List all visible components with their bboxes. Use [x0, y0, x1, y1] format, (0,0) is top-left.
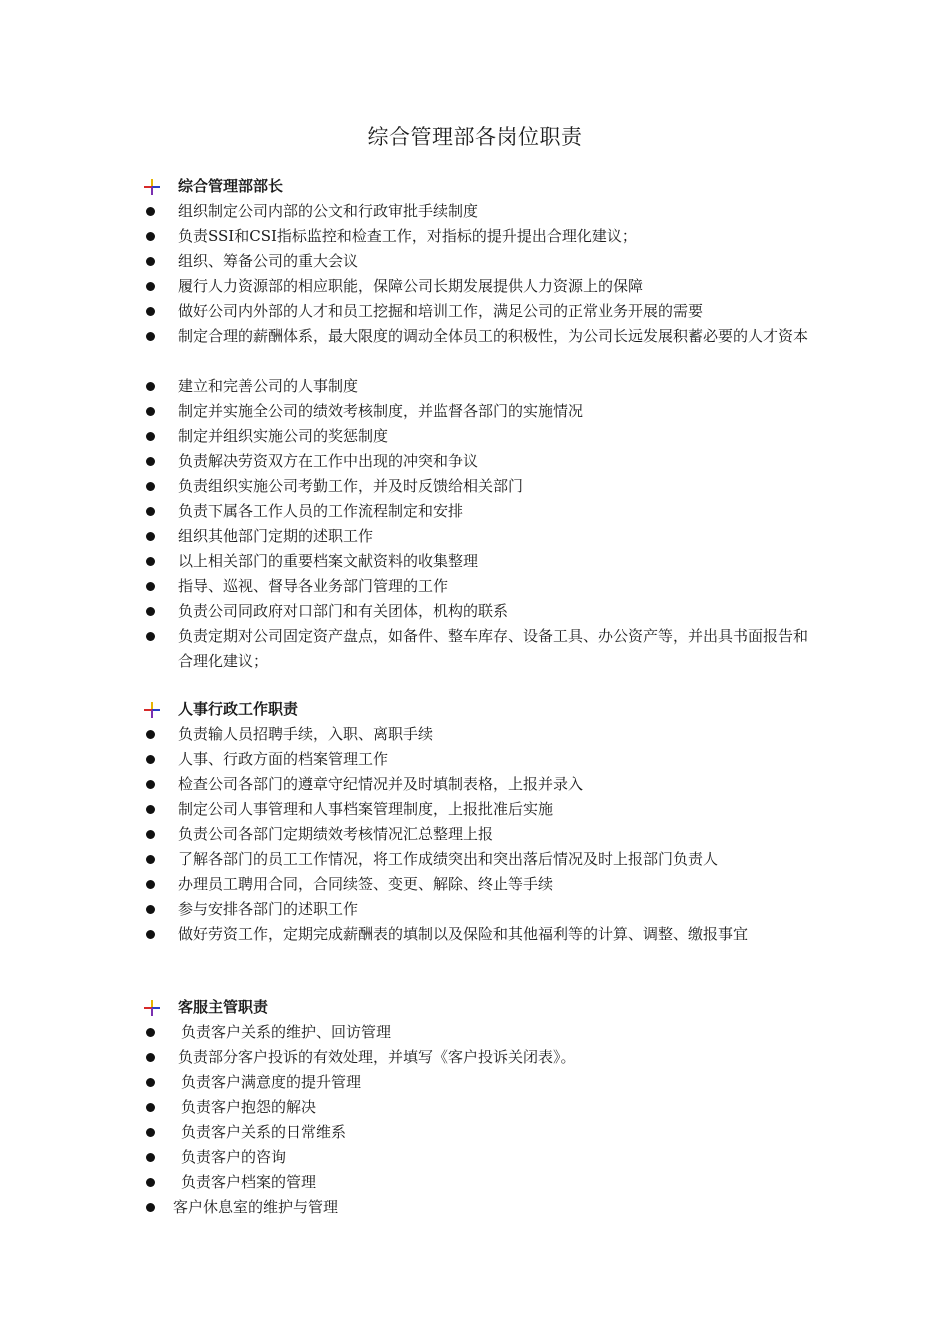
bullet-icon [146, 557, 155, 566]
bullet-icon [146, 855, 155, 864]
bullet-icon [146, 755, 155, 764]
section-department-head [0, 174, 950, 674]
bullet-icon [146, 632, 155, 641]
list-item: 办理员工聘用合同，合同续签、变更、解除、终止等手续 [0, 872, 950, 897]
bullet-icon [146, 232, 155, 241]
section-customer-service-supervisor [0, 995, 950, 1220]
list-item: 负责组织实施公司考勤工作，并及时反馈给相关部门 [0, 474, 950, 499]
bullet-icon [146, 307, 155, 316]
list-item: 负责解决劳资双方在工作中出现的冲突和争议 [0, 449, 950, 474]
list-item: 组织、筹备公司的重大会议 [0, 249, 950, 274]
list-item: 做好公司内外部的人才和员工挖掘和培训工作，满足公司的正常业务开展的需要 [0, 299, 950, 324]
list-item: 负责公司同政府对口部门和有关团体，机构的联系 [0, 599, 950, 624]
bullet-icon [146, 1053, 155, 1062]
bullet-icon [146, 432, 155, 441]
section-heading-text: 综合管理部部长 [178, 177, 284, 195]
list-item: 做好劳资工作，定期完成薪酬表的填制以及保险和其他福利等的计算、调整、缴报事宜 [0, 922, 950, 972]
list-item: 制定并组织实施公司的奖惩制度 [0, 424, 950, 449]
list-item: 组织制定公司内部的公文和行政审批手续制度 [0, 199, 950, 224]
bullet-icon [146, 1028, 155, 1037]
list-item: 负责客户关系的日常维系 [0, 1120, 950, 1145]
list-item: 制定公司人事管理和人事档案管理制度，上报批准后实施 [0, 797, 950, 822]
section-heading [0, 174, 950, 199]
list-item: 负责公司各部门定期绩效考核情况汇总整理上报 [0, 822, 950, 847]
bullet-icon [146, 1078, 155, 1087]
list-item: 负责客户档案的管理 [0, 1170, 950, 1195]
bullet-icon [146, 532, 155, 541]
four-point-marker-icon [144, 179, 160, 195]
section-hr-admin [0, 697, 950, 972]
bullet-icon [146, 382, 155, 391]
list-item: 负责客户关系的维护、回访管理 [0, 1020, 950, 1045]
list-item: 履行人力资源部的相应职能，保障公司长期发展提供人力资源上的保障 [0, 274, 950, 299]
list-item: 制定合理的薪酬体系，最大限度的调动全体员工的积极性，为公司长远发展积蓄必要的人才资本 [0, 324, 950, 374]
list-item: 负责定期对公司固定资产盘点，如备件、整车库存、设备工具、办公资产等，并出具书面报告和合理化建议； [0, 624, 950, 674]
list-item: 负责部分客户投诉的有效处理，并填写《客户投诉关闭表》。 [0, 1045, 950, 1070]
bullet-icon [146, 830, 155, 839]
four-point-marker-icon [144, 1000, 160, 1016]
bullet-icon [146, 905, 155, 914]
list-item: 指导、巡视、督导各业务部门管理的工作 [0, 574, 950, 599]
bullet-icon [146, 282, 155, 291]
bullet-icon [146, 457, 155, 466]
bullet-icon [146, 1153, 155, 1162]
page-title: 综合管理部各岗位职责 [367, 125, 583, 149]
bullet-icon [146, 1128, 155, 1137]
section-heading [0, 697, 950, 722]
list-item: 负责SSI和CSI指标监控和检查工作，对指标的提升提出合理化建议； [0, 224, 950, 249]
section-heading [0, 995, 950, 1020]
list-item: 客户休息室的维护与管理 [0, 1195, 950, 1220]
list-item: 建立和完善公司的人事制度 [0, 374, 950, 399]
bullet-icon [146, 930, 155, 939]
list-item: 组织其他部门定期的述职工作 [0, 524, 950, 549]
four-point-marker-icon [144, 702, 160, 718]
bullet-icon [146, 1203, 155, 1212]
list-item: 人事、行政方面的档案管理工作 [0, 747, 950, 772]
bullet-icon [146, 1103, 155, 1112]
bullet-icon [146, 482, 155, 491]
bullet-icon [146, 207, 155, 216]
list-item: 了解各部门的员工工作情况，将工作成绩突出和突出落后情况及时上报部门负责人 [0, 847, 950, 872]
bullet-icon [146, 730, 155, 739]
list-item: 负责输人员招聘手续，入职、离职手续 [0, 722, 950, 747]
bullet-icon [146, 780, 155, 789]
list-item: 负责客户满意度的提升管理 [0, 1070, 950, 1095]
bullet-icon [146, 1178, 155, 1187]
bullet-icon [146, 257, 155, 266]
section-heading-text: 客服主管职责 [178, 998, 269, 1016]
list-item: 负责客户抱怨的解决 [0, 1095, 950, 1120]
bullet-icon [146, 607, 155, 616]
bullet-icon [146, 407, 155, 416]
section-heading-text: 人事行政工作职责 [178, 700, 299, 718]
list-item: 参与安排各部门的述职工作 [0, 897, 950, 922]
list-item: 以上相关部门的重要档案文献资料的收集整理 [0, 549, 950, 574]
list-item: 制定并实施全公司的绩效考核制度，并监督各部门的实施情况 [0, 399, 950, 424]
list-item: 负责下属各工作人员的工作流程制定和安排 [0, 499, 950, 524]
bullet-icon [146, 582, 155, 591]
bullet-icon [146, 332, 155, 341]
list-item: 负责客户的咨询 [0, 1145, 950, 1170]
list-item: 检查公司各部门的遵章守纪情况并及时填制表格，上报并录入 [0, 772, 950, 797]
bullet-icon [146, 805, 155, 814]
bullet-icon [146, 507, 155, 516]
bullet-icon [146, 880, 155, 889]
